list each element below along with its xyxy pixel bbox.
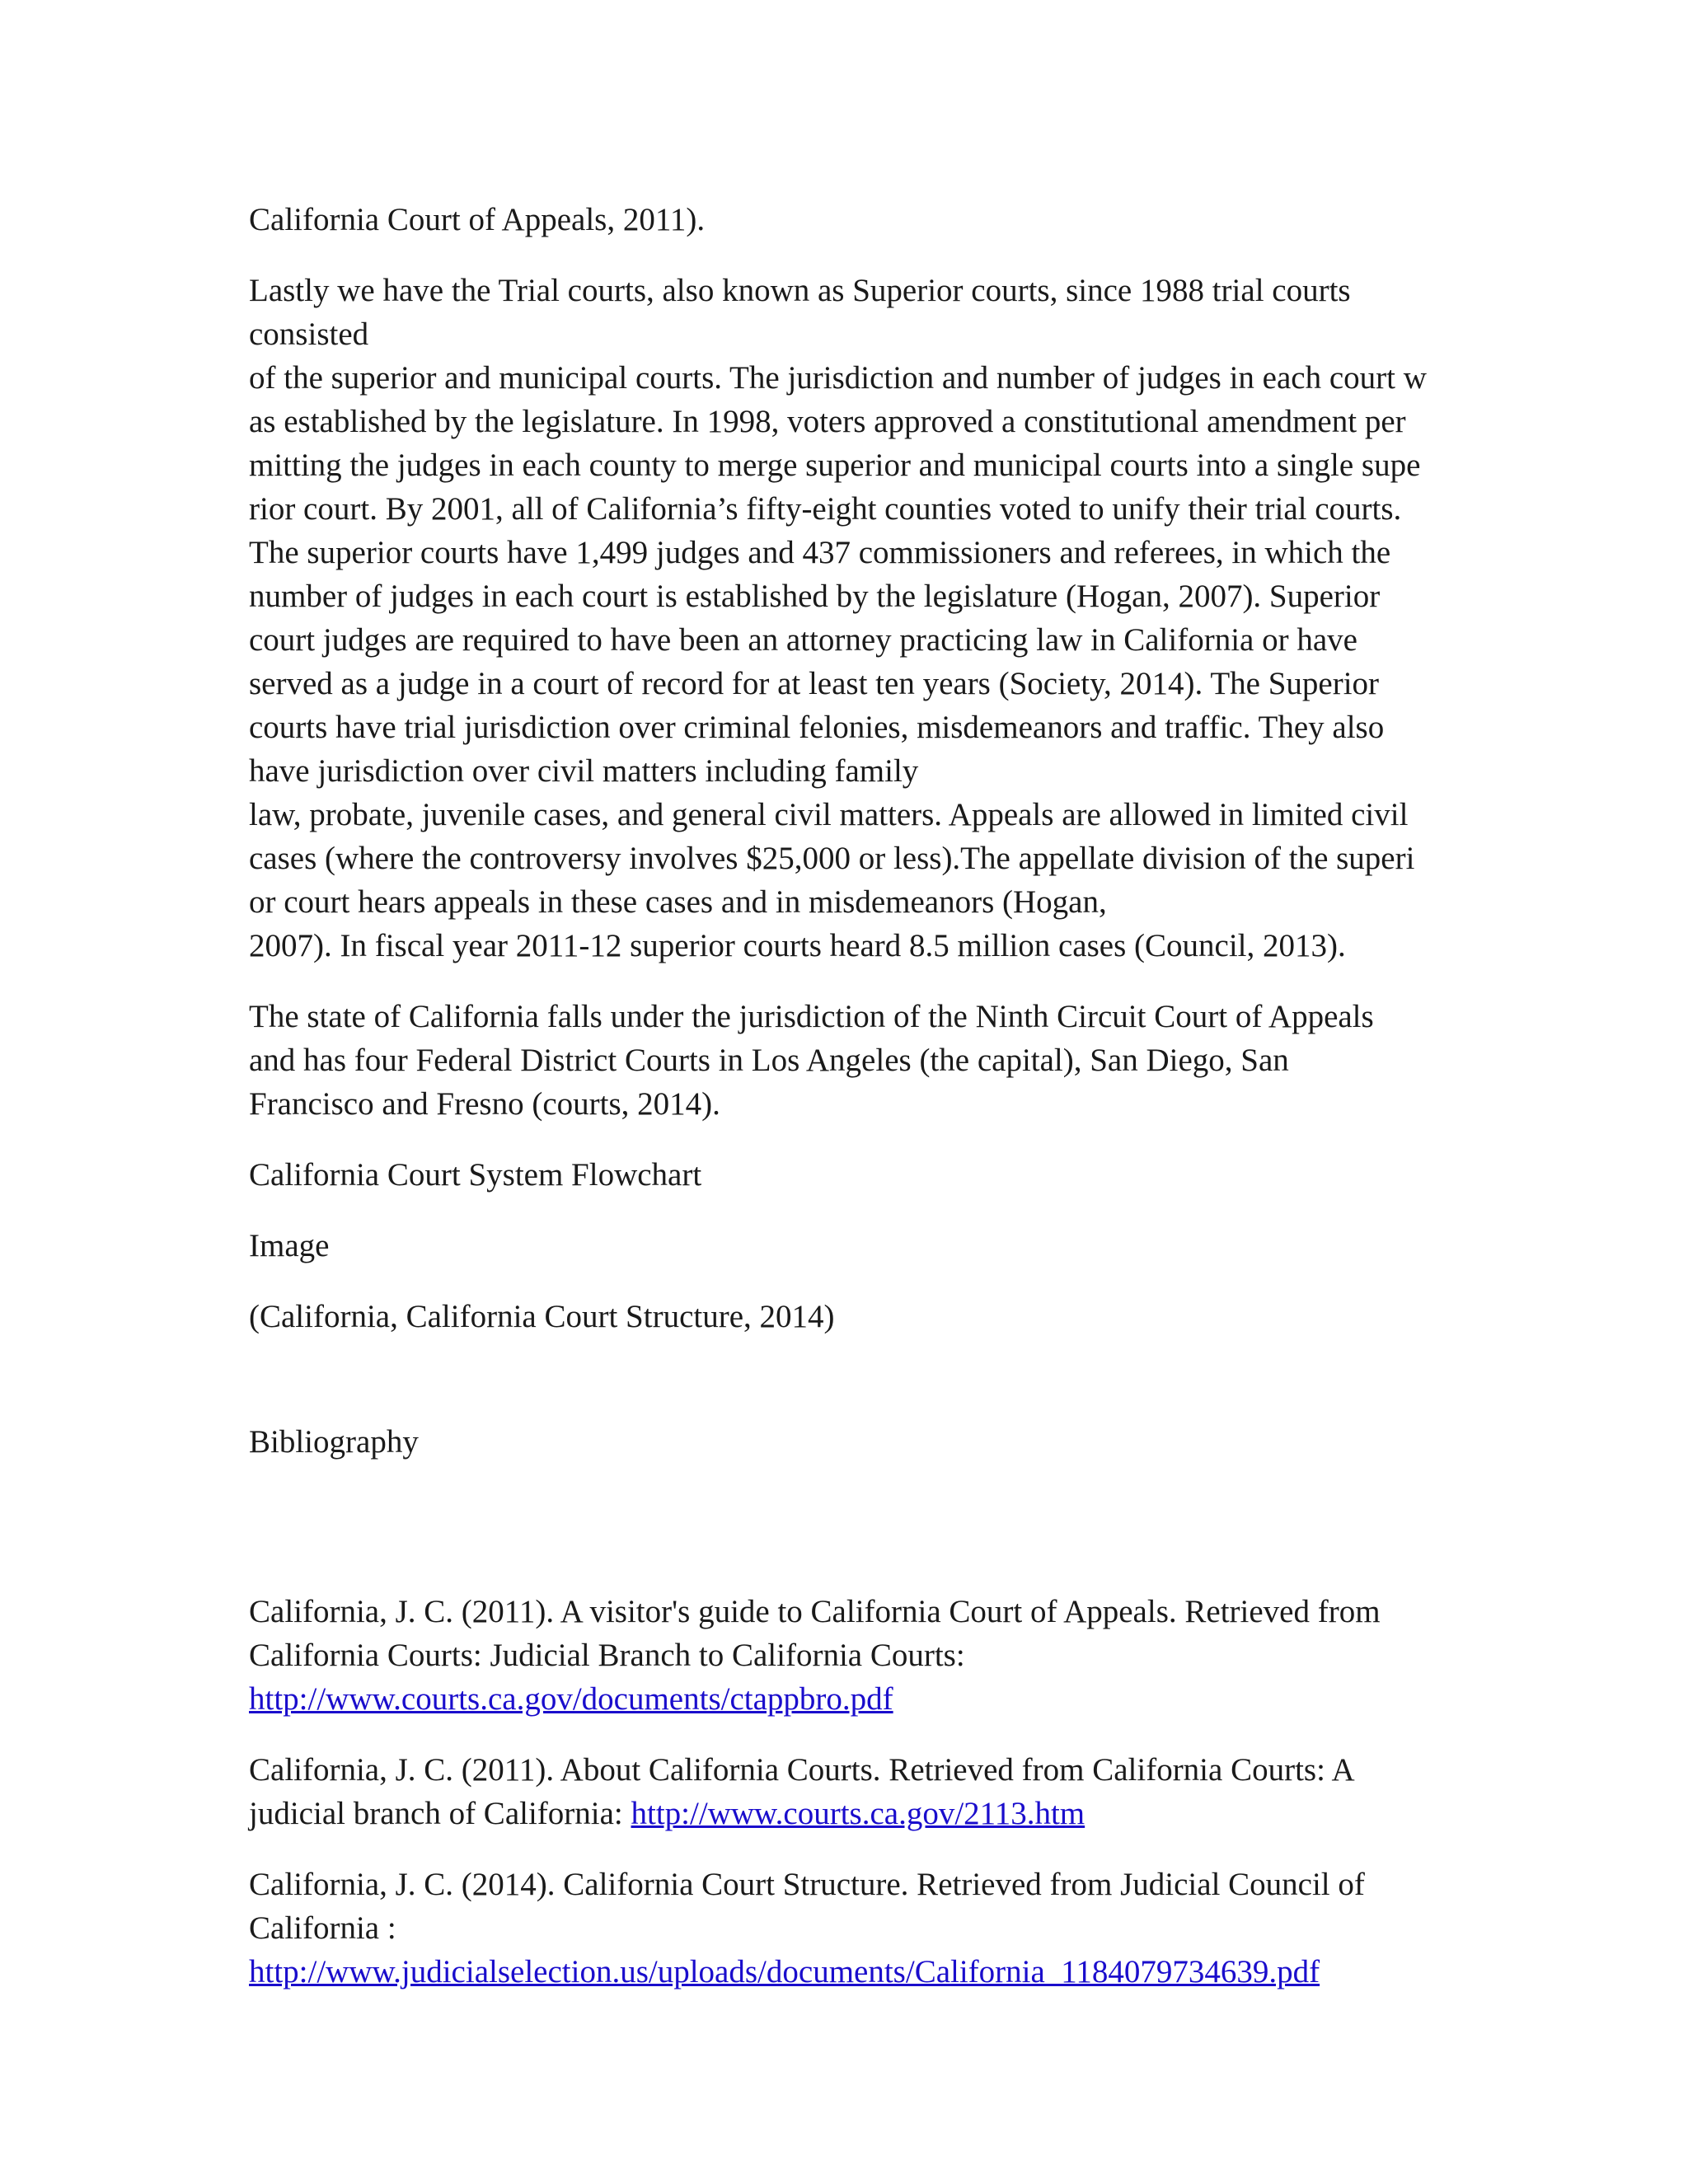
text-line: law, probate, juvenile cases, and general civil matters. Appeals are allowed in limited civil bbox=[249, 797, 1409, 832]
document-body bbox=[249, 198, 1452, 2021]
text-line: and has four Federal District Courts in Los Angeles (the capital), San Diego, San bbox=[249, 1043, 1289, 1078]
paragraph-court-of-appeals-tail bbox=[249, 198, 1452, 241]
text-line: California, J. C. (2011). A visitor's guide to California Court of Appeals. Retrieved from bbox=[249, 1594, 1381, 1629]
text-line: consisted bbox=[249, 316, 369, 352]
text-line: The state of California falls under the jurisdiction of the Ninth Circuit Court of Appeals bbox=[249, 999, 1374, 1034]
text-line: California, J. C. (2011). About California Courts. Retrieved from California Courts: A bbox=[249, 1752, 1355, 1788]
reference-prefix: judicial branch of California: bbox=[249, 1796, 631, 1831]
paragraph-federal-courts bbox=[249, 995, 1452, 1126]
reference-link[interactable]: http://www.judicialselection.us/uploads/documents/California_1184079734639.pdf bbox=[249, 1954, 1320, 1990]
paragraph-trial-courts bbox=[249, 269, 1452, 968]
bibliography-entry bbox=[249, 1748, 1452, 1835]
flowchart-citation: (California, California Court Structure, 2014) bbox=[249, 1299, 835, 1334]
text-line: court judges are required to have been an attorney practicing law in California or have bbox=[249, 622, 1357, 658]
text-line: as established by the legislature. In 1998, voters approved a constitutional amendment per bbox=[249, 404, 1406, 439]
text-line: California Court of Appeals, 2011). bbox=[249, 202, 706, 237]
text-line: courts have trial jurisdiction over criminal felonies, misdemeanors and traffic. They also bbox=[249, 710, 1385, 745]
text-line: number of judges in each court is established by the legislature (Hogan, 2007). Superior bbox=[249, 579, 1381, 614]
text-line: have jurisdiction over civil matters including family bbox=[249, 753, 919, 789]
reference-link[interactable]: http://www.courts.ca.gov/2113.htm bbox=[631, 1796, 1085, 1831]
text-line: California : bbox=[249, 1910, 396, 1946]
reference-link[interactable]: http://www.courts.ca.gov/documents/ctappbro.pdf bbox=[249, 1681, 893, 1717]
text-line: California, J. C. (2014). California Court Structure. Retrieved from Judicial Council of bbox=[249, 1867, 1365, 1902]
image-placeholder: Image bbox=[249, 1228, 330, 1263]
text-line: California Courts: Judicial Branch to California Courts: bbox=[249, 1638, 965, 1673]
bibliography-entry bbox=[249, 1863, 1452, 1994]
bibliography-heading: Bibliography bbox=[249, 1424, 419, 1460]
flowchart-title: California Court System Flowchart bbox=[249, 1157, 702, 1193]
spacer bbox=[249, 1491, 1452, 1590]
text-line bbox=[249, 1950, 1452, 1994]
spacer bbox=[249, 1366, 1452, 1420]
text-line: or court hears appeals in these cases and in misdemeanors (Hogan, bbox=[249, 884, 1107, 920]
text-line: cases (where the controversy involves $25,000 or less).The appellate division of the superi bbox=[249, 841, 1415, 876]
text-line: 2007). In fiscal year 2011-12 superior courts heard 8.5 million cases (Council, 2013). bbox=[249, 928, 1346, 963]
bibliography-entry bbox=[249, 1590, 1452, 1721]
text-line: rior court. By 2001, all of California’s fifty-eight counties voted to unify their trial courts. bbox=[249, 491, 1402, 527]
text-line: served as a judge in a court of record for at least ten years (Society, 2014). The Superior bbox=[249, 666, 1380, 701]
text-line: mitting the judges in each county to merge superior and municipal courts into a single supe bbox=[249, 448, 1421, 483]
text-line bbox=[249, 1792, 1452, 1835]
text-line: Lastly we have the Trial courts, also known as Superior courts, since 1988 trial courts bbox=[249, 273, 1351, 308]
text-line: The superior courts have 1,499 judges and 437 commissioners and referees, in which the bbox=[249, 535, 1391, 570]
text-line bbox=[249, 1677, 1452, 1721]
text-line: Francisco and Fresno (courts, 2014). bbox=[249, 1086, 720, 1122]
text-line: of the superior and municipal courts. The jurisdiction and number of judges in each court w bbox=[249, 360, 1427, 396]
